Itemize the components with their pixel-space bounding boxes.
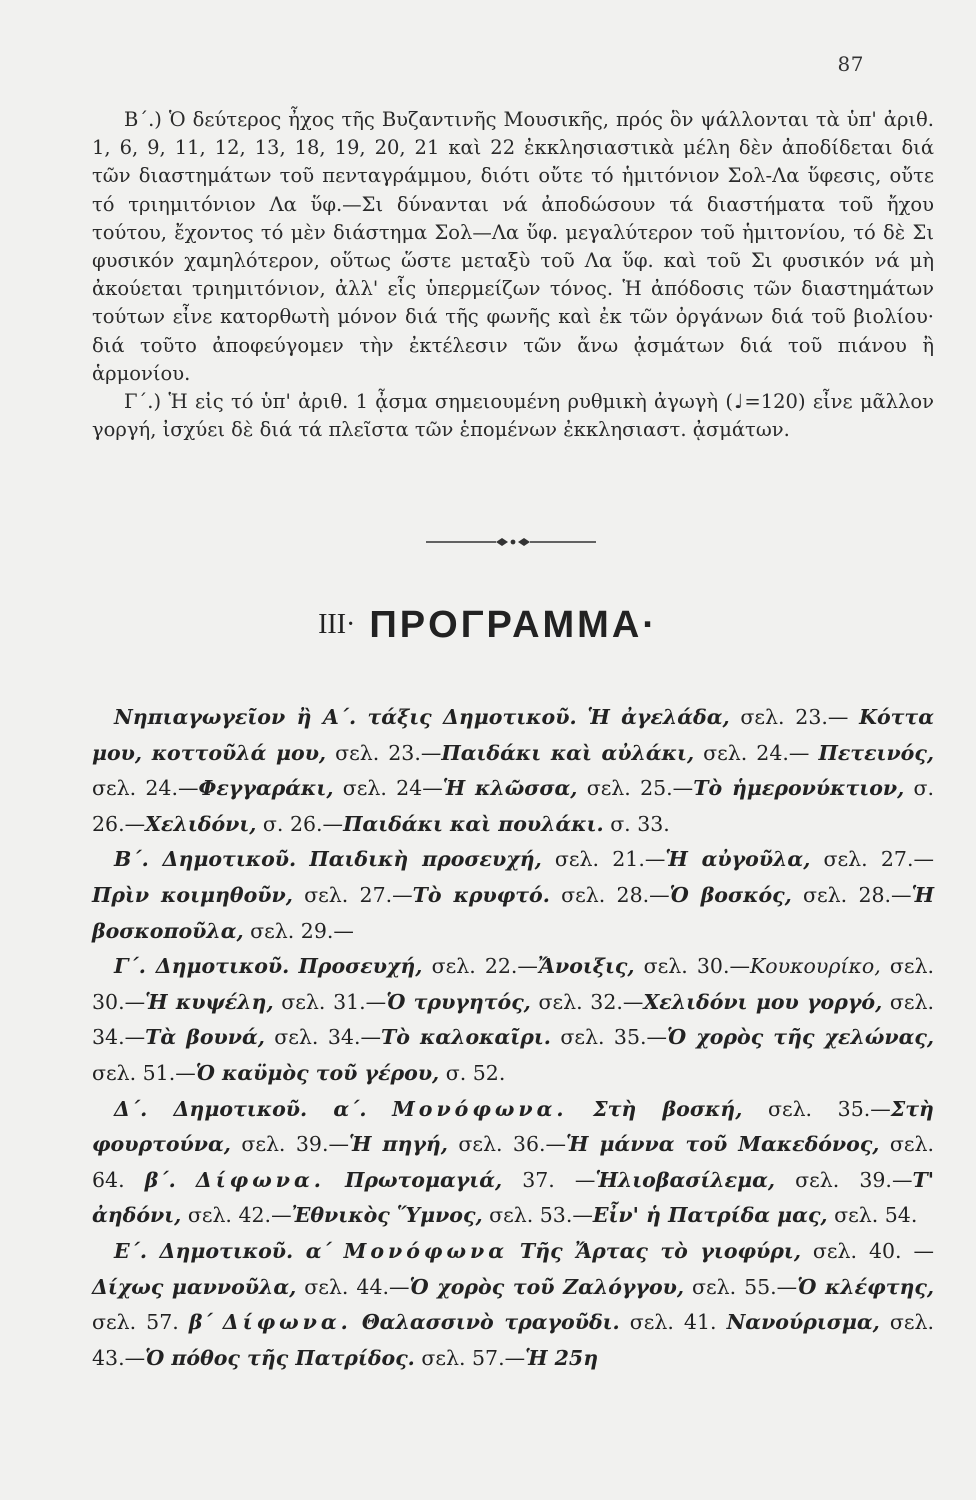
section-heading (0, 604, 976, 647)
page-number: 87 (837, 52, 864, 76)
program-grade-e: Ε΄. Δημοτικοῦ. α΄ Μονόφωνα Τῆς Ἄρτας τὸ γιοφύρι, σελ. 40. —Δίχως μαννοῦλα, σελ. 44.—Ὁ χορὸς τοῦ Ζαλόγγου, σελ. 55.—Ὁ κλέφτης, σελ. 57. β΄ Δίφωνα. Θαλασσινὸ τραγοῦδι. σελ. 41. Νανούρισμα, σελ. 43.—Ὁ πόθος τῆς Πατρίδος. σελ. 57.—Ἡ 25η (92, 1238, 935, 1370)
section-divider-ornament (426, 535, 596, 549)
section-title: ΠΡΟΓΡΑΜΜΑ· (369, 604, 658, 646)
program-grade-c: Γ΄. Δημοτικοῦ. Προσευχή, σελ. 22.—Ἄνοιξις, σελ. 30.—Κουκουρίκο, σελ. 30.—Ἡ κυψέλη, σελ. 31.—Ὁ τρυγητός, σελ. 32.—Χελιδόνι μου γοργό, σελ. 34.—Τὰ βουνά, σελ. 34.—Τὸ καλοκαῖρι. σελ. 35.—Ὁ χορὸς τῆς χελώνας, σελ. 51.—Ὁ καϋμὸς τοῦ γέρου, σ. 52. (92, 954, 935, 1085)
program-grade-a: Νηπιαγωγεῖον ἢ Α΄. τάξις Δημοτικοῦ. Ἡ ἀγελάδα, σελ. 23.— Κόττα μου, κοττοῦλά μου, σελ. 23.—Παιδάκι καὶ αὐλάκι, σελ. 24.— Πετεινός, σελ. 24.—Φεγγαράκι, σελ. 24—Ἡ κλῶσσα, σελ. 25.—Τὸ ἡμερονύκτιον, σ. 26.—Χελιδόνι, σ. 26.—Παιδάκι καὶ πουλάκι. σ. 33. (92, 705, 935, 836)
paragraph-c: Γ΄.) Ἡ εἰς τό ὑπ' ἀριθ. 1 ᾆσμα σημειουμένη ρυθμικὴ ἀγωγὴ (♩=120) εἶνε μᾶλλον γοργή, ἰσχύει δὲ διά τά πλεῖστα τῶν ἑπομένων ἐκκλησιαστ. ᾀσμάτων. (92, 390, 934, 442)
program-grade-b: Β΄. Δημοτικοῦ. Παιδικὴ προσευχή, σελ. 21.—Ἡ αὐγοῦλα, σελ. 27.—Πρὶν κοιμηθοῦν, σελ. 27.—Τὸ κρυφτό. σελ. 28.—Ὁ βοσκός, σελ. 28.—Ἡ βοσκοποῦλα, σελ. 29.— (92, 847, 934, 943)
program-list (92, 700, 934, 1376)
intro-section (92, 106, 934, 444)
program-grade-d: Δ΄. Δημοτικοῦ. α΄. Μονόφωνα. Στὴ βοσκή, σελ. 35.—Στὴ φουρτούνα, σελ. 39.—Ἡ πηγή, σελ. 36.—Ἡ μάννα τοῦ Μακεδόνος, σελ. 64. β΄. Δίφωνα. Πρωτομαγιά, 37. —Ἡλιοβασίλεμα, σελ. 39.—Τ' ἀηδόνι, σελ. 42.—Ἐθνικὸς Ὕμνος, σελ. 53.—Εἶν' ἡ Πατρίδα μας, σελ. 54. (92, 1096, 934, 1228)
paragraph-b: Β΄.) Ὁ δεύτερος ἦχος τῆς Βυζαντινῆς Μουσικῆς, πρός ὃν ψάλλονται τὰ ὑπ' ἀριθ. 1, 6, 9, 11, 12, 13, 18, 19, 20, 21 καὶ 22 ἐκκλησιαστικὰ μέλη δὲν ἀποδίδεται διά τῶν διαστημάτων τοῦ πενταγράμμου, διότι οὔτε τό ἡμιτόνιον Σολ-Λα ὕφεσις, οὔτε τό τριημιτόνιον Λα ὕφ.—Σι δύνανται νά ἀποδώσουν τά διαστήματα τοῦ ἤχου τούτου, ἔχοντος τό μὲν διάστημα Σολ—Λα ὕφ. μεγαλύτερον τοῦ ἡμιτονίου, τό δὲ Σι φυσικόν χαμηλότερον, οὕτως ὥστε μεταξὺ τοῦ Λα ὕφ. καὶ τοῦ Σι φυσικόν νά μὴ ἀκούεται τριημιτόνιον, ἀλλ' εἷς ὑπερμείζων τόνος. Ἡ ἀπόδοσις τῶν διαστημάτων τούτων εἶνε κατορθωτὴ μόνον διά τῆς φωνῆς καὶ ἐκ τῶν ὀργάνων διά τοῦ βιολίου· διά τοῦτο ἀποφεύγομεν τὴν ἐκτέλεσιν τῶν ἄνω ᾀσμάτων διά τοῦ πιάνου ἢ ἁρμονίου. (92, 108, 934, 385)
section-number: III· (318, 609, 356, 640)
